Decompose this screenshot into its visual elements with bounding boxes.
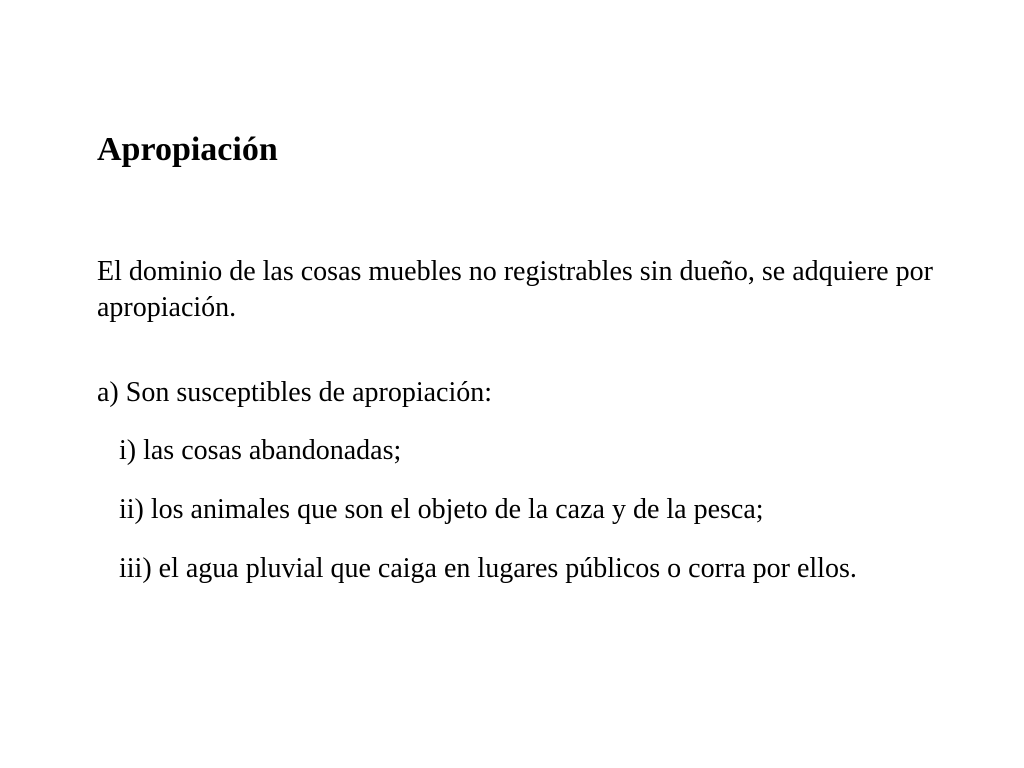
list-item-1: i) las cosas abandonadas; <box>119 435 402 466</box>
list-item-3: iii) el agua pluvial que caiga en lugares públicos o corra por ellos. <box>119 553 857 584</box>
intro-paragraph: El dominio de las cosas muebles no registrables sin dueño, se adquiere por apropiación. <box>97 256 933 323</box>
list-item-2: ii) los animales que son el objeto de la caza y de la pesca; <box>119 494 764 525</box>
slide-title: Apropiación <box>97 131 278 168</box>
list-heading: a) Son susceptibles de apropiación: <box>97 377 493 408</box>
